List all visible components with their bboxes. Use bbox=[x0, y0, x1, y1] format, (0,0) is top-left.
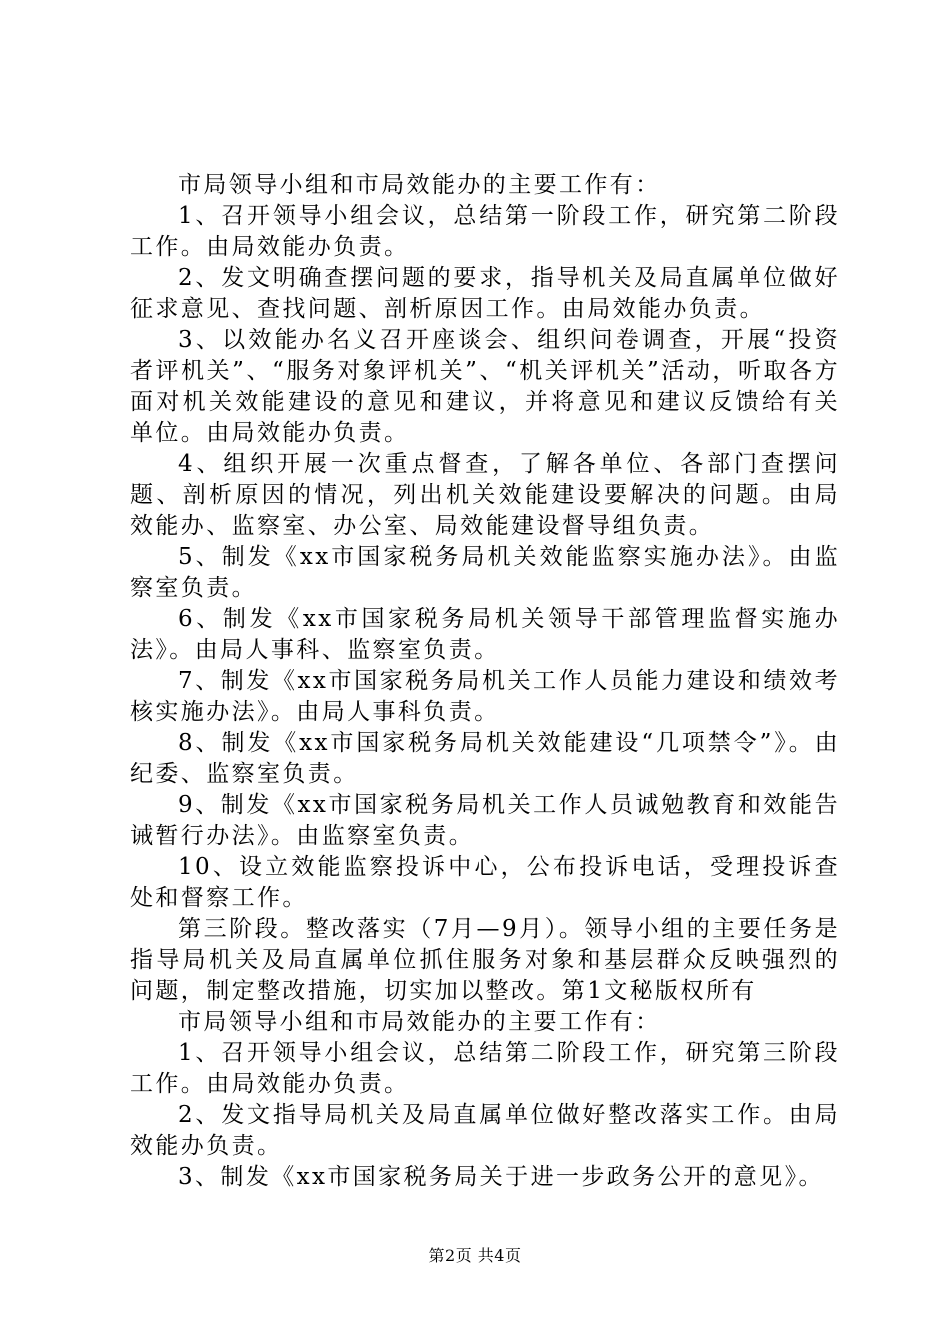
paragraph-item-3: 3、以效能办名义召开座谈会、组织问卷调查，开展“投资者评机关”、“服务对象评机关”、“机关评机关”活动，听取各方面对机关效能建设的意见和建议，并将意见和建议反馈给有关单位。由局效能办负责。 bbox=[130, 327, 840, 446]
paragraph-item-7: 7、制发《xx市国家税务局机关工作人员能力建设和绩效考核实施办法》。由局人事科负责。 bbox=[130, 668, 840, 725]
page-number-label: 第2页 共4页 bbox=[428, 1246, 522, 1265]
paragraph-item-8: 8、制发《xx市国家税务局机关效能建设“几项禁令”》。由纪委、监察室负责。 bbox=[130, 730, 840, 787]
paragraph-stage3-item-1: 1、召开领导小组会议，总结第二阶段工作，研究第三阶段工作。由局效能办负责。 bbox=[130, 1040, 840, 1097]
paragraph-item-2: 2、发文明确查摆问题的要求，指导机关及局直属单位做好征求意见、查找问题、剖析原因工作。由局效能办负责。 bbox=[130, 265, 840, 322]
paragraph-item-5: 5、制发《xx市国家税务局机关效能监察实施办法》。由监察室负责。 bbox=[130, 544, 840, 601]
document-body bbox=[130, 170, 840, 1193]
paragraph-item-4: 4、组织开展一次重点督查，了解各单位、各部门查摆问题、剖析原因的情况，列出机关效能建设要解决的问题。由局效能办、监察室、办公室、局效能建设督导组负责。 bbox=[130, 451, 840, 539]
paragraph-item-6: 6、制发《xx市国家税务局机关领导干部管理监督实施办法》。由局人事科、监察室负责。 bbox=[130, 606, 840, 663]
paragraph-intro-2: 市局领导小组和市局效能办的主要工作有： bbox=[178, 1009, 661, 1035]
paragraph-intro-1: 市局领导小组和市局效能办的主要工作有： bbox=[178, 172, 661, 198]
paragraph-item-9: 9、制发《xx市国家税务局机关工作人员诚勉教育和效能告诫暂行办法》。由监察室负责。 bbox=[130, 792, 840, 849]
page-footer bbox=[0, 1243, 950, 1266]
paragraph-item-10: 10、设立效能监察投诉中心，公布投诉电话，受理投诉查处和督察工作。 bbox=[130, 854, 840, 911]
paragraph-stage3-item-3: 3、制发《xx市国家税务局关于进一步政务公开的意见》。 bbox=[178, 1164, 824, 1190]
paragraph-item-1: 1、召开领导小组会议，总结第一阶段工作，研究第二阶段工作。由局效能办负责。 bbox=[130, 203, 840, 260]
paragraph-stage-three: 第三阶段。整改落实（7月—9月）。领导小组的主要任务是指导局机关及局直属单位抓住服务对象和基层群众反映强烈的问题，制定整改措施，切实加以整改。第1文秘版权所有 bbox=[130, 916, 840, 1004]
paragraph-stage3-item-2: 2、发文指导局机关及局直属单位做好整改落实工作。由局效能办负责。 bbox=[130, 1102, 840, 1159]
